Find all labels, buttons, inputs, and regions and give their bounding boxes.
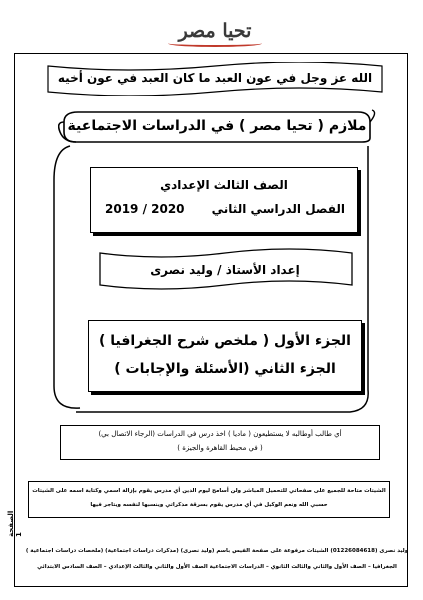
school-year: 2019 / 2020 bbox=[105, 202, 185, 216]
part-one-title: الجزء الأول ( ملخص شرح الجغرافيا ) bbox=[99, 333, 351, 349]
footer-line-2: الجغرافيا – الصف الأول والثاني والثالث الثانوي – الدراسات الاجتماعية الصف الأول والثاني والثالث الإعدادي – الصف السادس الابتدائي bbox=[37, 564, 397, 570]
author-banner bbox=[90, 247, 360, 295]
logo-text: تحيا مصر bbox=[178, 20, 252, 42]
footer-line-1: وليد نصرى (01226084618) الشيتات مرفوعة على صفحة الفيس باسم (وليد نصرى) (مذكرات دراسات اجتماعية) (ملخصات دراسات اجتماعية ) bbox=[25, 548, 409, 554]
logo bbox=[150, 16, 280, 46]
semester: الفصل الدراسي الثاني bbox=[211, 202, 345, 216]
page-number-label: الصفحة 1 bbox=[7, 510, 23, 538]
warning-box bbox=[28, 481, 390, 518]
warning-line-1: الشيتات متاحة للجميع على صفحاتي للتحميل المباشر ولن أسامح ليوم الدين أي مدرس يقوم بإزالة اسمي وكتابة اسمه على الشيتات bbox=[32, 488, 386, 494]
grade-box bbox=[90, 167, 358, 233]
call-notice-line-2: ( في محيط القاهرة والجيزة ) bbox=[177, 444, 263, 452]
warning-line-2: حسبي الله ونعم الوكيل في أي مدرس يقوم بسرقة مذكراتي وينسبها لنفسه ويتاجر فيها bbox=[90, 502, 328, 508]
quote-text: الله عز وجل في عون العبد ما كان العبد في عون أخيه bbox=[57, 71, 373, 85]
quote-banner bbox=[40, 62, 390, 96]
call-notice-line-1: أي طالب أوطالبه لا يستطيعون ( ماديا ) اخذ درس في الدراسات (الرجاء الاتصال بي) bbox=[98, 430, 342, 438]
series-title: ملازم ( تحيا مصر ) في الدراسات الاجتماعية bbox=[67, 118, 367, 134]
part-two-title: الجزء الثاني (الأسئلة والإجابات ) bbox=[114, 361, 336, 377]
call-notice-box bbox=[60, 425, 380, 460]
author-name: إعداد الأستاذ / وليد نصرى bbox=[150, 263, 300, 277]
grade-line: الصف الثالث الإعدادي bbox=[160, 178, 288, 192]
logo-swoosh-icon bbox=[168, 40, 262, 47]
parts-box bbox=[88, 320, 362, 392]
